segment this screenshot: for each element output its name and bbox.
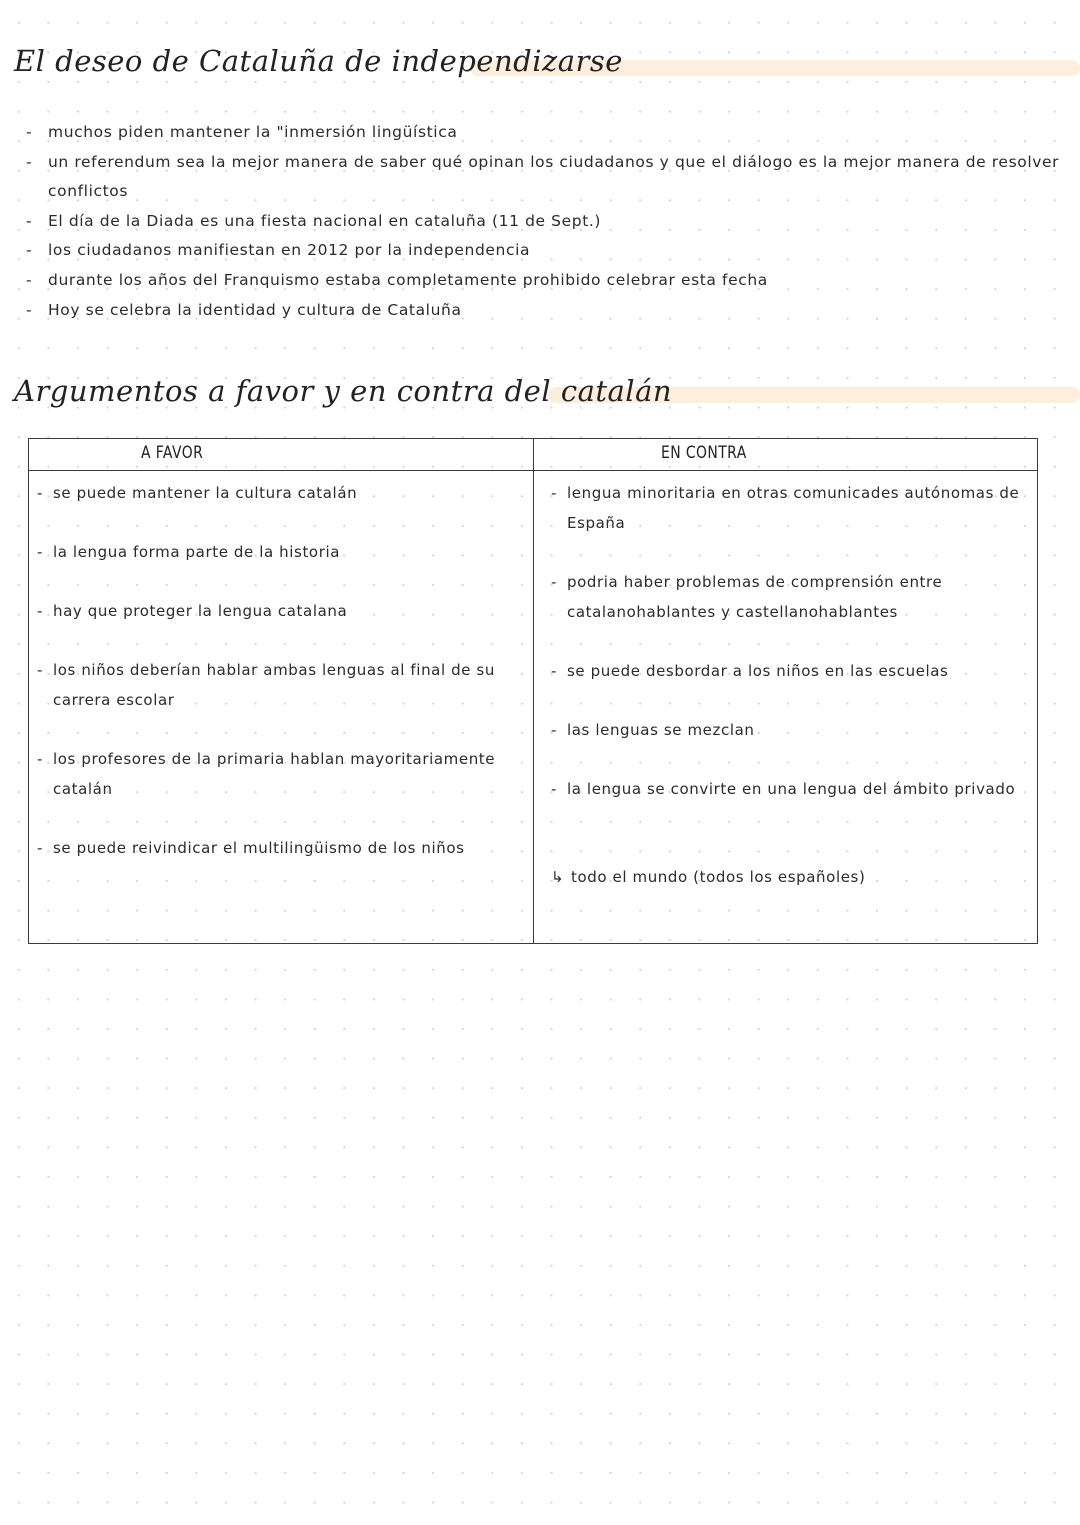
favor-item: - los niños deberían hablar ambas lenguas al final de su carrera escolar [37,656,525,715]
favor-item: - hay que proteger la lengua catalana [37,597,525,627]
bullet-item: - un referendum sea la mejor manera de saber qué opinan los ciudadanos y que el diálogo es la mejor manera de resolver conflictos [26,148,1066,207]
bullet-item: - muchos piden mantener la "inmersión lingüística [26,118,1066,148]
contra-item: - la lengua se convirte en una lengua del ámbito privado [551,775,1029,805]
contra-column-heading: EN CONTRA [661,443,747,463]
contra-item: - las lenguas se mezclan [551,716,1029,746]
favor-column-heading: A FAVOR [141,443,204,463]
header-divider [29,470,1037,471]
bullet-item: - El día de la Diada es una fiesta nacional en cataluña (11 de Sept.) [26,207,1066,237]
bullet-item: - Hoy se celebra la identidad y cultura de Cataluña [26,296,1066,326]
favor-item: - la lengua forma parte de la historia [37,538,525,568]
bullet-item: - durante los años del Franquismo estaba completamente prohibido celebrar esta fecha [26,266,1066,296]
favor-item: - los profesores de la primaria hablan mayoritariamente catalán [37,745,525,804]
section-title-independence: El deseo de Cataluña de independizarse [14,44,623,78]
contra-item: - lengua minoritaria en otras comunicades autónomas de España [551,479,1029,538]
bullet-item: - los ciudadanos manifiestan en 2012 por la independencia [26,236,1066,266]
favor-item: - se puede mantener la cultura catalán [37,479,525,509]
contra-sub-item: ↳ todo el mundo (todos los españoles) [551,863,1029,893]
favor-item: - se puede reivindicar el multilingüismo de los niños [37,834,525,864]
column-divider [533,439,534,943]
independence-bullet-list [26,118,1066,325]
contra-item: - se puede desbordar a los niños en las escuelas [551,657,1029,687]
arguments-table [28,438,1038,944]
contra-item: - podria haber problemas de comprensión entre catalanohablantes y castellanohablantes [551,568,1029,627]
section-title-arguments: Argumentos a favor y en contra del catalán [14,374,673,408]
